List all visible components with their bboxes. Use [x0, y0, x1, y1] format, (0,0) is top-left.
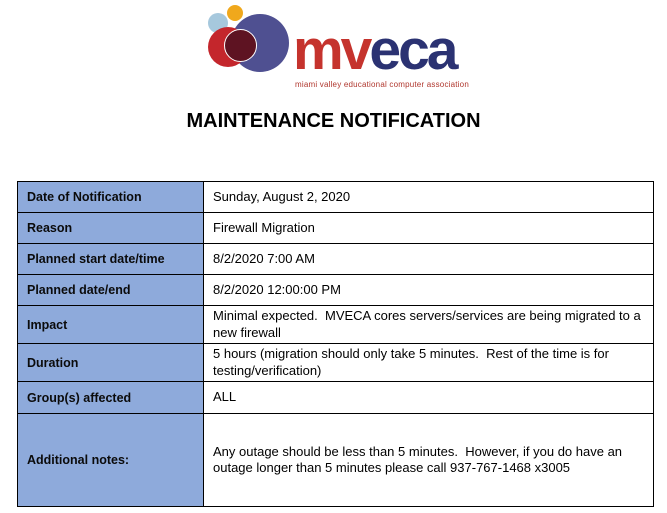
logo-tagline: miami valley educational computer association — [295, 80, 469, 89]
logo-wordmark-mv: mv — [293, 18, 370, 82]
logo-wordmark-eca: eca — [369, 18, 456, 82]
row-label: Date of Notification — [18, 182, 204, 213]
row-label: Reason — [18, 213, 204, 244]
row-label: Additional notes: — [18, 414, 204, 507]
row-label: Duration — [18, 344, 204, 382]
row-value: Firewall Migration — [204, 213, 654, 244]
table-row — [18, 306, 654, 344]
logo-circle-maroon-icon — [224, 29, 257, 62]
row-label: Planned start date/time — [18, 244, 204, 275]
row-value: Any outage should be less than 5 minutes. However, if you do have an outage longer than 5 minutes please call 937-767-1468 x3005 — [204, 414, 654, 507]
maintenance-table — [17, 181, 654, 507]
maintenance-table-body — [18, 182, 654, 507]
row-label: Group(s) affected — [18, 382, 204, 414]
page-title: MAINTENANCE NOTIFICATION — [186, 110, 481, 132]
row-value: ALL — [204, 382, 654, 414]
row-label: Impact — [18, 306, 204, 344]
mveca-logo — [190, 0, 490, 100]
table-row — [18, 344, 654, 382]
row-value: Minimal expected. MVECA cores servers/services are being migrated to a new firewall — [204, 306, 654, 344]
logo-circle-yellow-icon — [227, 5, 243, 21]
table-row — [18, 244, 654, 275]
row-value: Sunday, August 2, 2020 — [204, 182, 654, 213]
row-value: 5 hours (migration should only take 5 minutes. Rest of the time is for testing/verification) — [204, 344, 654, 382]
table-row — [18, 382, 654, 414]
row-value: 8/2/2020 12:00:00 PM — [204, 275, 654, 306]
table-row — [18, 182, 654, 213]
logo-wordmark — [293, 18, 456, 82]
table-row — [18, 275, 654, 306]
table-row — [18, 213, 654, 244]
row-value: 8/2/2020 7:00 AM — [204, 244, 654, 275]
row-label: Planned date/end — [18, 275, 204, 306]
table-row — [18, 414, 654, 507]
